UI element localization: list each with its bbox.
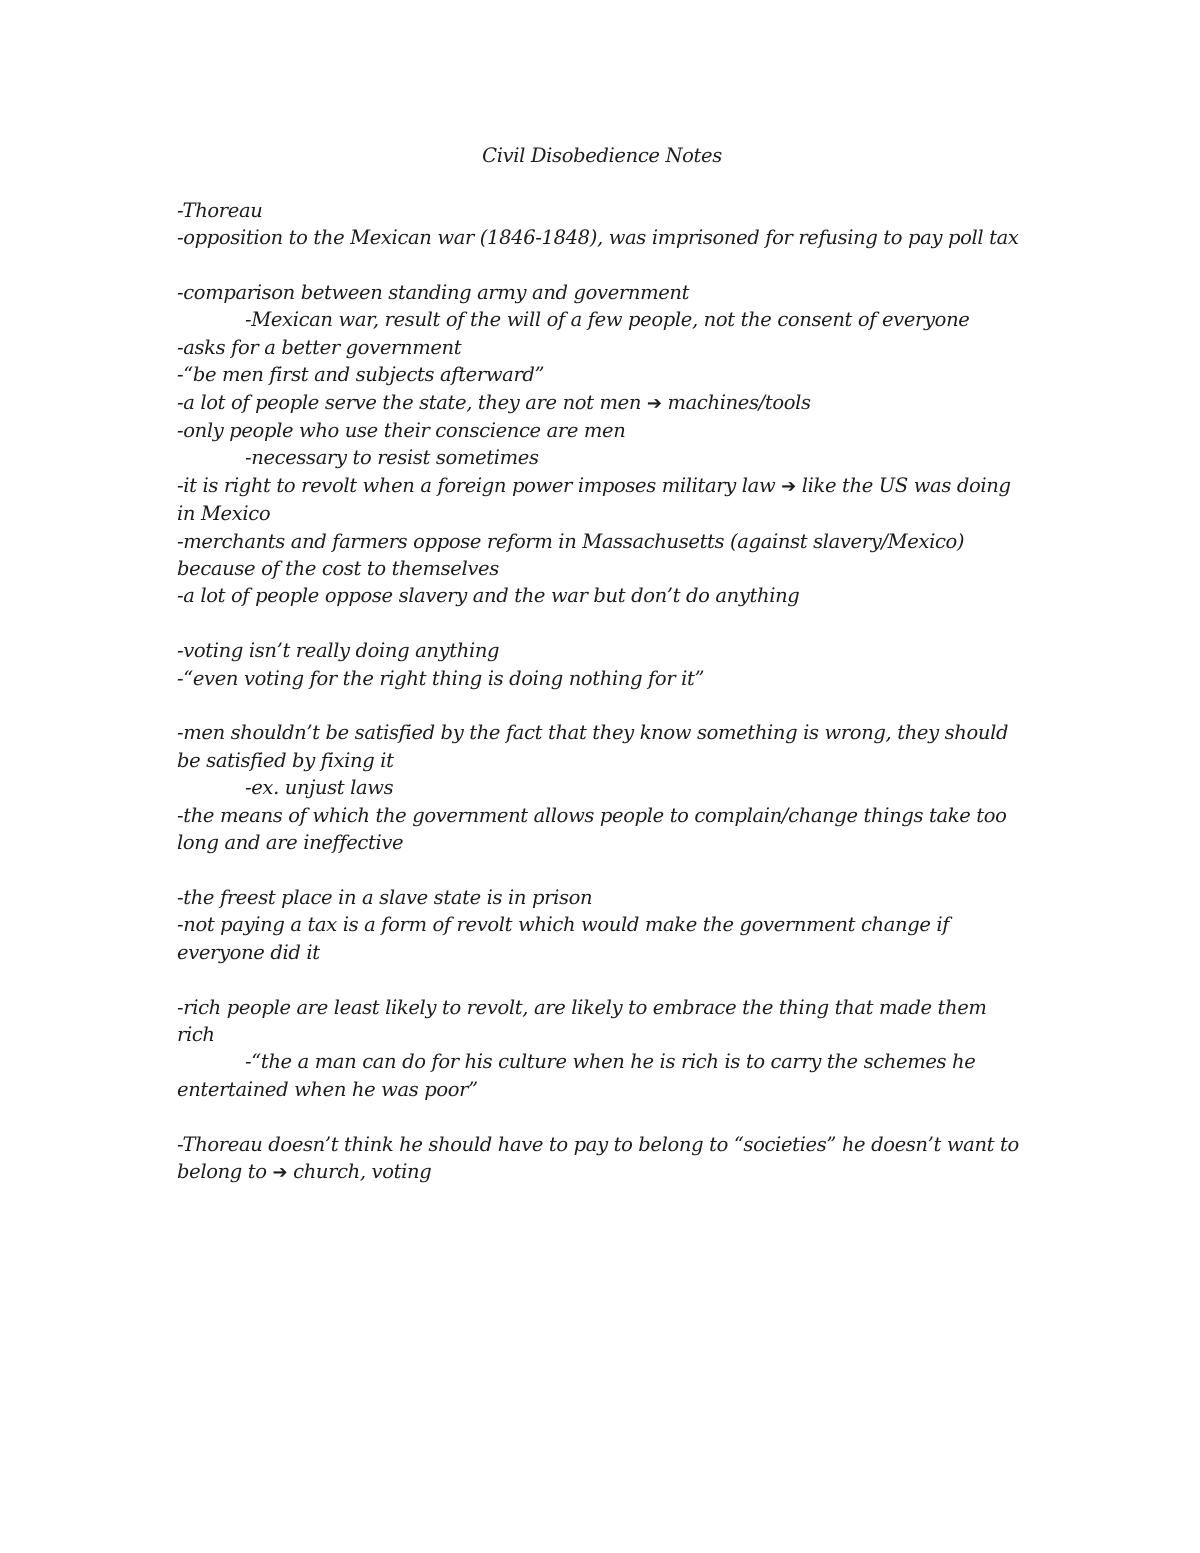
note-line: -the means of which the government allows people to complain/change things take too long and are ineffective [177, 803, 1007, 855]
note-text: -it is right to revolt when a foreign power imposes military law [177, 473, 776, 497]
note-line: -“even voting for the right thing is doing nothing for it” [177, 666, 705, 690]
note-line: -opposition to the Mexican war (1846-1848), was imprisoned for refusing to pay poll tax [177, 226, 1019, 250]
note-line-with-arrow [177, 389, 1027, 417]
note-line: -not paying a tax is a form of revolt which would make the government change if everyone did it [177, 913, 950, 964]
note-line-with-arrow [177, 472, 1027, 528]
notes-body [177, 142, 1027, 1186]
note-line: -rich people are least likely to revolt, are likely to embrace the thing that made them rich [177, 995, 987, 1046]
note-line: -merchants and farmers oppose reform in Massachusetts (against slavery/Mexico) because of the cost to themselves [177, 529, 965, 581]
note-line: -“be men first and subjects afterward” [177, 363, 545, 387]
note-line: -only people who use their conscience are men [177, 419, 626, 443]
note-line: -asks for a better government [177, 335, 462, 359]
note-subline: -ex. unjust laws [245, 776, 394, 800]
right-arrow-icon: ➔ [646, 392, 662, 414]
paragraph-gap [177, 692, 1027, 719]
right-arrow-icon: ➔ [272, 1161, 288, 1183]
paragraph-gap [177, 1103, 1027, 1130]
note-line: -Thoreau [177, 198, 263, 222]
paragraph-gap [177, 966, 1027, 993]
note-line-with-arrow [177, 1131, 1027, 1187]
note-line: -voting isn’t really doing anything [177, 639, 500, 663]
note-text: machines/tools [667, 390, 811, 414]
paragraph-gap [177, 252, 1027, 279]
note-subline-wrapped: -“the a man can do for his culture when he is rich is to carry the schemes he entertained when he was poor” [177, 1050, 976, 1101]
note-subline: -necessary to resist sometimes [245, 446, 539, 470]
note-text: church, voting [293, 1159, 432, 1183]
right-arrow-icon: ➔ [781, 475, 796, 497]
note-line: -the freest place in a slave state is in prison [177, 885, 593, 909]
note-subline: -Mexican war, result of the will of a few people, not the consent of everyone [245, 308, 970, 332]
note-text: -Thoreau doesn’t think he should have to pay to belong to “societies” he doesn’t want to belong to [177, 1132, 1019, 1183]
paragraph-gap [177, 857, 1027, 884]
document-title: Civil Disobedience Notes [482, 144, 722, 167]
note-line: -a lot of people oppose slavery and the war but don’t do anything [177, 584, 800, 608]
paragraph-gap [177, 610, 1027, 637]
note-text: like the US was doing in Mexico [177, 473, 1011, 526]
note-line: -comparison between standing army and government [177, 281, 690, 304]
note-line: -men shouldn’t be satisfied by the fact that they know something is wrong, they should be satisfied by fixing it [177, 721, 1009, 772]
note-text: -a lot of people serve the state, they are not men [177, 390, 642, 414]
